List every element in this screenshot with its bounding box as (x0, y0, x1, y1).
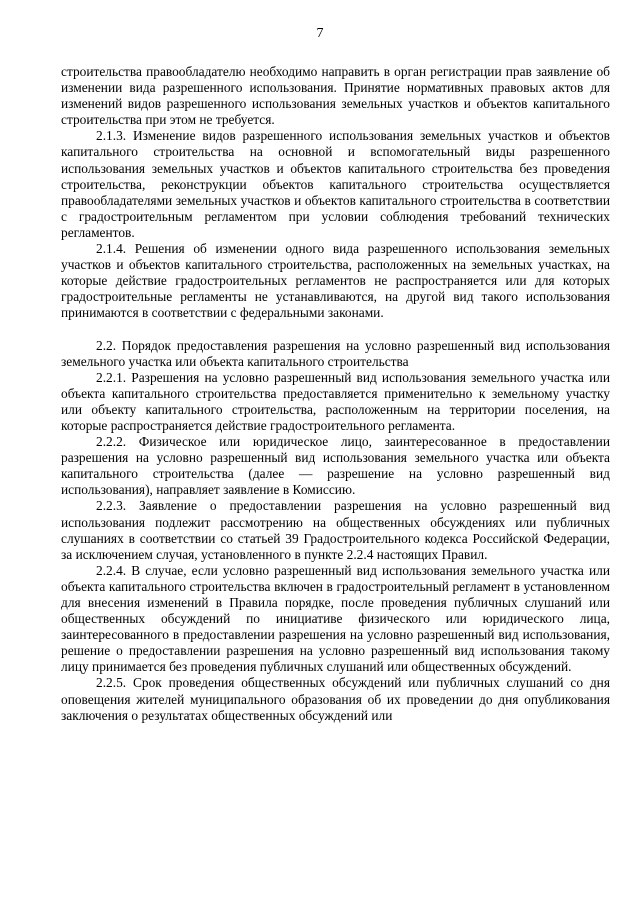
paragraph-clause-2-2-2: 2.2.2. Физическое или юридическое лицо, заинтересованное в предоставлении разрешения на условно разрешенный вид использования земельного участка или объекта капитального строительства (далее — разрешение на условно разрешенный вид использования), направляет заявление в Комиссию. (61, 434, 610, 498)
paragraph-continuation: строительства правообладателю необходимо направить в орган регистрации прав заявление об изменении вида разрешенного использования. Принятие нормативных правовых актов для изменений видов разрешенного использования земельных участков и объектов капитального строительства при этом не требуется. (61, 64, 610, 128)
paragraph-clause-2-2-1: 2.2.1. Разрешения на условно разрешенный вид использования земельного участка или объекта капитального строительства предоставляется применительно к земельному участку или объекту капитального строительства, расположенным на территории поселения, на которые распространяется действие градостроительного регламента. (61, 369, 610, 433)
section-heading-2-2: 2.2. Порядок предоставления разрешения на условно разрешенный вид использования земельного участка или объекта капитального строительства (61, 337, 610, 369)
page-number: 7 (316, 26, 324, 41)
paragraph-clause-2-1-4: 2.1.4. Решения об изменении одного вида разрешенного использования земельных участков и объектов капитального строительства, расположенных на земельных участках, на которые действие градостроительных регламентов не распространяется или для которых градостроительные регламенты не устанавливаются, на другой вид такого использования принимаются в соответствии с федеральными законами. (61, 241, 610, 321)
paragraph-clause-2-2-4: 2.2.4. В случае, если условно разрешенный вид использования земельного участка или объекта капитального строительства включен в градостроительный регламент в установленном для внесения изменений в Правила порядке, после проведения публичных слушаний или общественных обсуждений по инициативе физического или юридического лица, заинтересованного в предоставлении разрешения на условно разрешенный вид использования, решение о предоставлении разрешения на условно разрешенный вид использования такому лицу принимается без проведения публичных слушаний или общественных обсуждений. (61, 562, 610, 675)
paragraph-clause-2-1-3: 2.1.3. Изменение видов разрешенного использования земельных участков и объектов капитального строительства на основной и вспомогательный виды разрешенного использования земельных участков и объектов капитального строительства без проведения строительства, реконструкции объектов капитального строительства осуществляется правообладателями земельных участков и объектов капитального строительства в соответствии с градостроительным регламентом при условии соблюдения требований технических регламентов. (61, 128, 610, 240)
document-body (61, 64, 610, 724)
paragraph-clause-2-2-5: 2.2.5. Срок проведения общественных обсуждений или публичных слушаний со дня оповещения жителей муниципального образования об их проведении до дня опубликования заключения о результатах общественных обсуждений или (61, 675, 610, 723)
paragraph-clause-2-2-3: 2.2.3. Заявление о предоставлении разрешения на условно разрешенный вид использования подлежит рассмотрению на общественных обсуждениях или публичных слушаниях в соответствии со статьей 39 Градостроительного кодекса Российской Федерации, за исключением случая, установленного в пункте 2.2.4 настоящих Правил. (61, 498, 610, 562)
